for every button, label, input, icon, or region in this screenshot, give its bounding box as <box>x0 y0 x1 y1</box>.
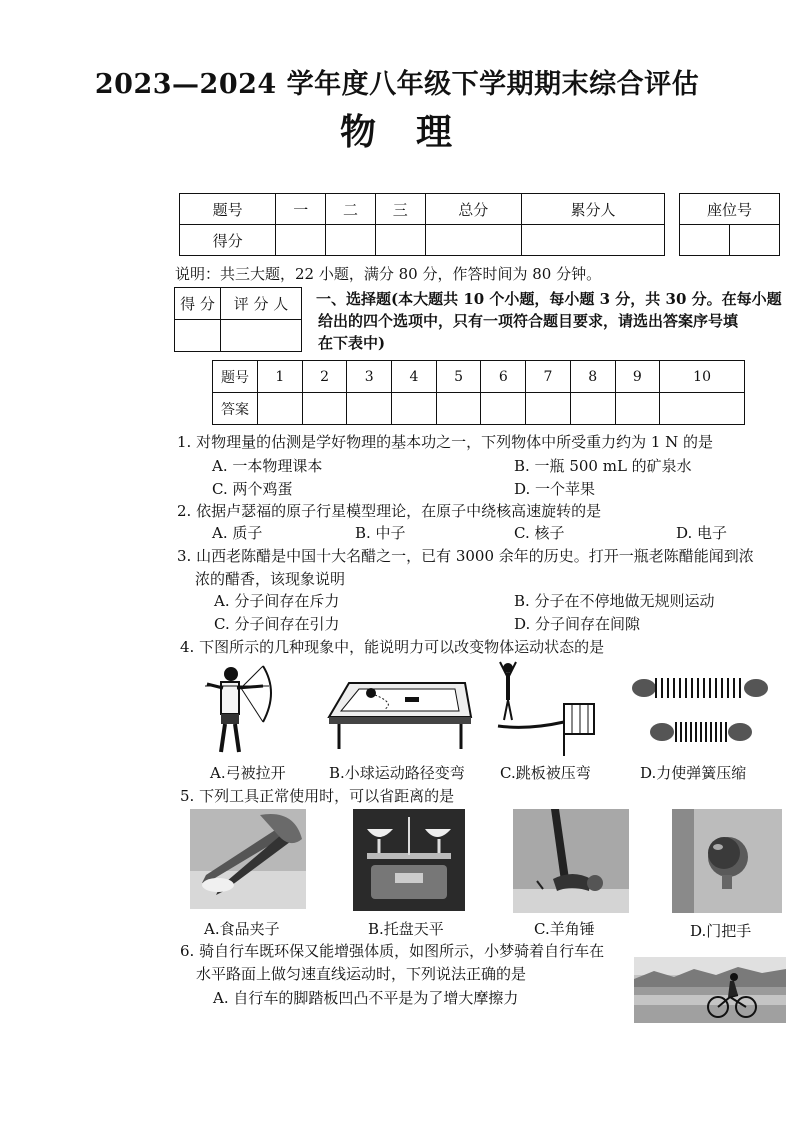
answer-blank[interactable] <box>392 393 437 425</box>
answer-blank[interactable] <box>526 393 571 425</box>
instructions-text: 说明：共三大题，22 小题，满分 80 分，作答时间为 80 分钟。 <box>175 265 602 283</box>
q5-caption-d: D.门把手 <box>690 922 752 940</box>
score-cell: 二 <box>326 194 376 225</box>
instructions <box>175 263 601 284</box>
q5-stem: 5. 下列工具正常使用时，可以省距离的是 <box>180 787 455 805</box>
exam-title: 2023—2024 学年度八年级下学期期末综合评估 <box>94 69 700 100</box>
food-tongs-photo <box>190 809 306 909</box>
q1-option-d: D. 一个苹果 <box>514 480 596 498</box>
answer-number: 4 <box>392 361 437 393</box>
grader-score-label: 得 分 <box>175 288 221 320</box>
q3-option-a: A. 分子间存在斥力 <box>214 592 340 610</box>
section-line: 给出的四个选项中，只有一项符合题目要求，请选出答案序号填 <box>318 312 739 330</box>
answer-blank[interactable] <box>436 393 481 425</box>
score-blank[interactable] <box>326 225 376 256</box>
answer-blank[interactable] <box>347 393 392 425</box>
answer-number: 1 <box>258 361 303 393</box>
score-row-label: 得分 <box>180 225 276 256</box>
answer-label: 题号 <box>213 361 258 393</box>
answer-blank[interactable] <box>570 393 615 425</box>
q4-caption-b: B.小球运动路径变弯 <box>329 764 465 782</box>
q4-caption-c: C.跳板被压弯 <box>500 764 591 782</box>
spring-figure <box>632 668 768 754</box>
answer-number: 7 <box>526 361 571 393</box>
grader-blank[interactable] <box>221 320 302 352</box>
score-blank[interactable] <box>425 225 521 256</box>
seat-table <box>679 193 780 256</box>
q2-option-a: A. 质子 <box>212 524 263 542</box>
score-cell: 一 <box>276 194 326 225</box>
seat-blank[interactable] <box>680 225 730 256</box>
section-heading <box>316 288 786 354</box>
seat-label: 座位号 <box>680 194 780 225</box>
q2-stem: 2. 依据卢瑟福的原子行星模型理论，在原子中绕核高速旋转的是 <box>177 502 602 520</box>
q1-option-b: B. 一瓶 500 mL 的矿泉水 <box>514 457 692 475</box>
answer-blank[interactable] <box>660 393 745 425</box>
score-cell: 题号 <box>180 194 276 225</box>
seat-blank[interactable] <box>729 225 779 256</box>
subject-title: 物 理 <box>339 111 454 153</box>
q4-stem: 4. 下图所示的几种现象中，能说明力可以改变物体运动状态的是 <box>180 638 605 656</box>
q3-option-b: B. 分子在不停地做无规则运动 <box>514 592 715 610</box>
answer-row-label: 答案 <box>213 393 258 425</box>
balance-photo <box>353 809 465 911</box>
q2-option-b: B. 中子 <box>355 524 406 542</box>
table-ball-figure <box>325 675 473 753</box>
diving-board-figure <box>488 660 600 760</box>
grader-blank[interactable] <box>175 320 221 352</box>
q3-stem-1: 3. 山西老陈醋是中国十大名醋之一，已有 3000 余年的历史。打开一瓶老陈醋能闻到浓 <box>177 547 754 565</box>
grader-table <box>174 287 302 352</box>
score-blank[interactable] <box>375 225 425 256</box>
score-blank[interactable] <box>276 225 326 256</box>
answer-number: 2 <box>302 361 347 393</box>
q3-stem-2: 浓的醋香，该现象说明 <box>195 570 346 588</box>
section-line: 一、选择题(本大题共 10 个小题，每小题 3 分，共 30 分。在每小题 <box>316 290 782 308</box>
cyclist-photo <box>634 957 786 1023</box>
q6-stem-1: 6. 骑自行车既环保又能增强体质，如图所示，小梦骑着自行车在 <box>180 942 605 960</box>
section-line: 在下表中) <box>318 334 386 352</box>
q1-option-c: C. 两个鸡蛋 <box>212 480 293 498</box>
score-cell: 累分人 <box>521 194 664 225</box>
score-cell: 总分 <box>425 194 521 225</box>
q1-option-a: A. 一本物理课本 <box>212 457 323 475</box>
answer-number: 5 <box>436 361 481 393</box>
q5-caption-a: A.食品夹子 <box>204 920 280 938</box>
answer-table <box>212 360 745 425</box>
q2-option-d: D. 电子 <box>676 524 728 542</box>
q6-stem-2: 水平路面上做匀速直线运动时，下列说法正确的是 <box>196 965 527 983</box>
q2-option-c: C. 核子 <box>514 524 565 542</box>
answer-blank[interactable] <box>258 393 303 425</box>
archer-figure <box>203 662 283 757</box>
q3-option-c: C. 分子间存在引力 <box>214 615 340 633</box>
score-cell: 三 <box>375 194 425 225</box>
answer-number: 3 <box>347 361 392 393</box>
door-knob-photo <box>672 809 782 913</box>
q3-option-d: D. 分子间存在间隙 <box>514 615 641 633</box>
q6-option-a: A. 自行车的脚踏板凹凸不平是为了增大摩擦力 <box>213 989 519 1007</box>
q4-caption-d: D.力使弹簧压缩 <box>640 764 747 782</box>
answer-number: 10 <box>660 361 745 393</box>
grader-label: 评 分 人 <box>221 288 302 320</box>
answer-blank[interactable] <box>481 393 526 425</box>
score-blank[interactable] <box>521 225 664 256</box>
answer-number: 8 <box>570 361 615 393</box>
q5-caption-b: B.托盘天平 <box>368 920 444 938</box>
answer-blank[interactable] <box>615 393 660 425</box>
answer-blank[interactable] <box>302 393 347 425</box>
answer-number: 6 <box>481 361 526 393</box>
q1-stem: 1. 对物理量的估测是学好物理的基本功之一，下列物体中所受重力约为 1 N 的是 <box>177 433 714 451</box>
q5-caption-c: C.羊角锤 <box>534 920 595 938</box>
claw-hammer-photo <box>513 809 629 913</box>
answer-number: 9 <box>615 361 660 393</box>
q4-caption-a: A.弓被拉开 <box>210 764 286 782</box>
score-table <box>179 193 665 256</box>
